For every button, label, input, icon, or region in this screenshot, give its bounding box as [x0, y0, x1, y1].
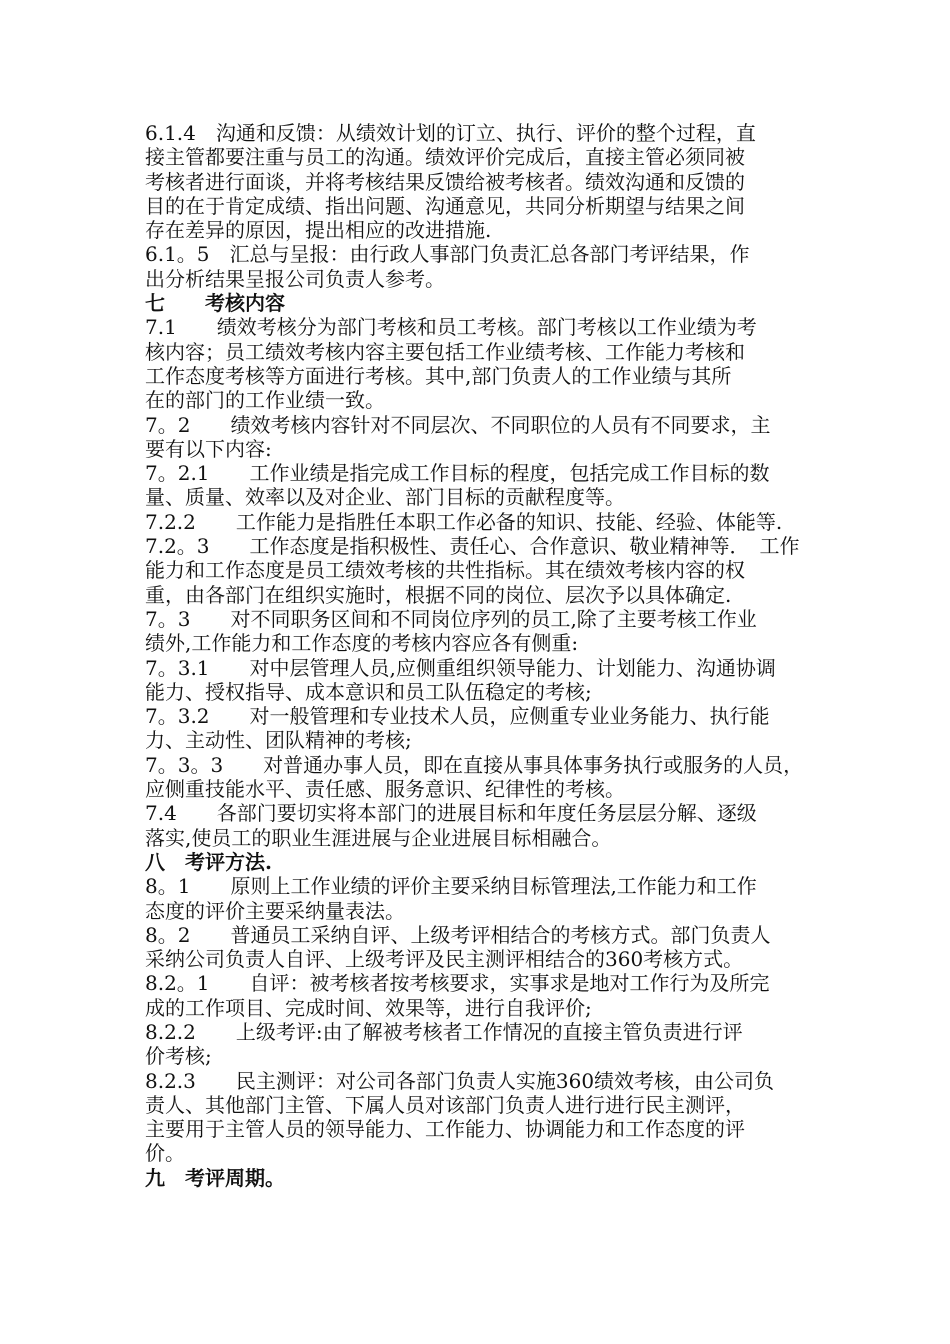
text-line: 价。 [145, 1141, 185, 1166]
text-line: 应侧重技能水平、责任感、服务意识、纪律性的考核。 [145, 777, 625, 802]
text-line: 重，由各部门在组织实施时，根据不同的岗位、层次予以具体确定. [145, 582, 732, 607]
text-line: 价考核; [145, 1044, 212, 1069]
section-heading: 九 考评周期。 [145, 1165, 285, 1190]
text-line: 主要用于主管人员的领导能力、工作能力、协调能力和工作态度的评 [145, 1117, 745, 1142]
text-line: 能力、授权指导、成本意识和员工队伍稳定的考核; [145, 679, 592, 704]
text-line: 6.1。5 汇总与呈报：由行政人事部门负责汇总各部门考评结果，作 [145, 242, 750, 267]
text-line: 接主管都要注重与员工的沟通。绩效评价完成后，直接主管必须同被 [145, 145, 745, 170]
text-line: 采纳公司负责人自评、上级考评及民主测评相结合的360考核方式。 [145, 947, 744, 972]
section-heading: 八 考评方法. [145, 849, 272, 874]
text-line: 7。3.2 对一般管理和专业技术人员，应侧重专业业务能力、执行能 [145, 704, 770, 729]
text-line: 8.2.3 民主测评：对公司各部门负责人实施360绩效考核，由公司负 [145, 1068, 775, 1093]
text-line: 7.1 绩效考核分为部门考核和员工考核。部门考核以工作业绩为考 [145, 315, 757, 340]
text-line: 7.2。3 工作态度是指积极性、责任心、合作意识、敬业精神等． 工作 [145, 534, 800, 559]
text-line: 8.2.2 上级考评:由了解被考核者工作情况的直接主管负责进行评 [145, 1019, 743, 1044]
text-line: 量、质量、效率以及对企业、部门目标的贡献程度等。 [145, 485, 625, 510]
text-line: 7。3。3 对普通办事人员，即在直接从事具体事务执行或服务的人员， [145, 752, 804, 777]
text-line: 要有以下内容: [145, 436, 272, 461]
text-line: 绩外,工作能力和工作态度的考核内容应各有侧重: [145, 631, 579, 656]
text-line: 7.2.2 工作能力是指胜任本职工作必备的知识、技能、经验、体能等. [145, 509, 783, 534]
text-line: 力、主动性、团队精神的考核; [145, 728, 412, 753]
text-line: 责人、其他部门主管、下属人员对该部门负责人进行进行民主测评， [145, 1092, 745, 1117]
text-line: 7。3 对不同职务区间和不同岗位序列的员工,除了主要考核工作业 [145, 606, 757, 631]
text-line: 落实,使员工的职业生涯进展与企业进展目标相融合。 [145, 825, 612, 850]
text-line: 工作态度考核等方面进行考核。其中,部门负责人的工作业绩与其所 [145, 363, 732, 388]
text-line: 8。1 原则上工作业绩的评价主要采纳目标管理法,工作能力和工作 [145, 874, 757, 899]
text-line: 目的在于肯定成绩、指出问题、沟通意见，共同分析期望与结果之间 [145, 193, 745, 218]
text-line: 6.1.4 沟通和反馈：从绩效计划的订立、执行、评价的整个过程，直 [145, 121, 756, 145]
text-line: 存在差异的原因，提出相应的改进措施. [145, 218, 492, 243]
text-line: 考核者进行面谈，并将考核结果反馈给被考核者。绩效沟通和反馈的 [145, 169, 745, 194]
text-line: 7。2 绩效考核内容针对不同层次、不同职位的人员有不同要求，主 [145, 412, 771, 437]
text-line: 核内容；员工绩效考核内容主要包括工作业绩考核、工作能力考核和 [145, 339, 745, 364]
text-line: 成的工作项目、完成时间、效果等，进行自我评价; [145, 995, 592, 1020]
document-page [145, 121, 835, 1190]
text-line: 7。3.1 对中层管理人员,应侧重组织领导能力、计划能力、沟通协调 [145, 655, 776, 680]
text-line: 态度的评价主要采纳量表法。 [145, 898, 405, 923]
text-line: 7。2.1 工作业绩是指完成工作目标的程度，包括完成工作目标的数 [145, 461, 770, 486]
text-line: 在的部门的工作业绩一致。 [145, 388, 385, 413]
text-line: 7.4 各部门要切实将本部门的进展目标和年度任务层层分解、逐级 [145, 801, 757, 826]
section-heading: 七 考核内容 [145, 291, 285, 316]
text-line: 能力和工作态度是员工绩效考核的共性指标。其在绩效考核内容的权 [145, 558, 745, 583]
text-line: 8.2。1 自评：被考核者按考核要求，实事求是地对工作行为及所完 [145, 971, 770, 996]
text-line: 出分析结果呈报公司负责人参考。 [145, 266, 445, 291]
text-line: 8。2 普通员工采纳自评、上级考评相结合的考核方式。部门负责人 [145, 922, 771, 947]
